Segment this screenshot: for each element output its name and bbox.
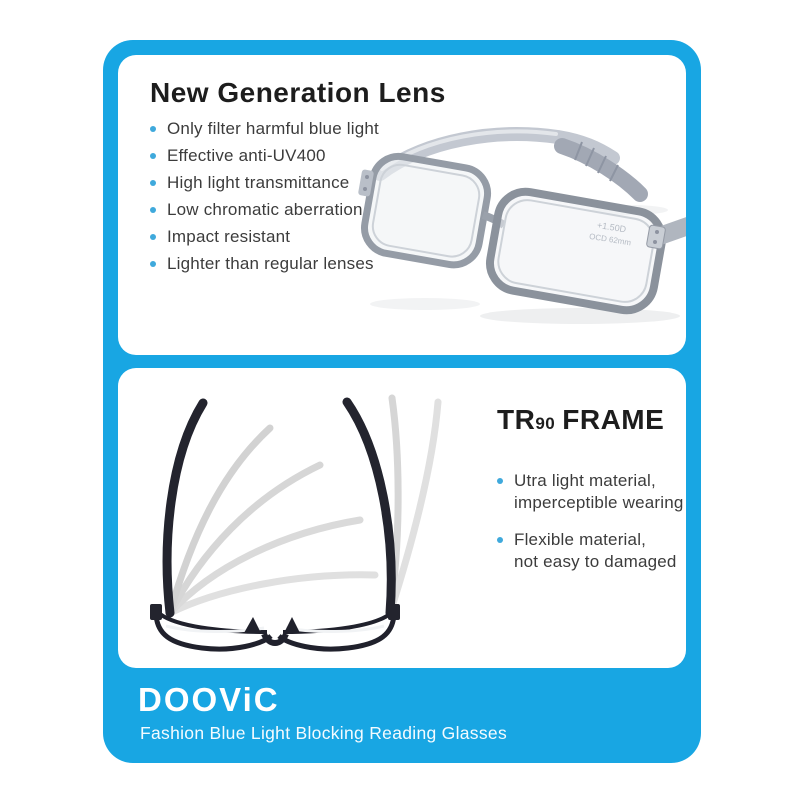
title-frame: FRAME [562, 404, 665, 435]
list-item [497, 470, 684, 514]
shadow [480, 308, 680, 324]
shadow [370, 298, 480, 310]
bullet-dot-icon [150, 180, 156, 186]
ghost-temples [170, 398, 438, 613]
feature-text: High light transmittance [167, 172, 350, 192]
feature-text: Flexible material, not easy to damaged [514, 530, 677, 571]
blue-frame [103, 40, 701, 763]
frame-feature-list [497, 470, 684, 588]
flexible-temples-illustration [136, 380, 468, 664]
bullet-dot-icon [150, 261, 156, 267]
bullet-dot-icon [150, 234, 156, 240]
svg-text:+1.50D: +1.50D [596, 219, 627, 235]
brand-footer [103, 668, 701, 763]
feature-text: Lighter than regular lenses [167, 253, 374, 273]
lens-section [118, 55, 686, 355]
feature-text: Utra light material, imperceptible wearing [514, 471, 684, 512]
bullet-dot-icon [497, 537, 503, 543]
feature-text: Impact resistant [167, 226, 291, 246]
near-temple-stub [646, 221, 686, 249]
bullet-dot-icon [150, 126, 156, 132]
title-90: 90 [535, 414, 556, 433]
list-item [497, 529, 684, 573]
feature-text: Effective anti-UV400 [167, 145, 326, 165]
brand-logo: DOOViC [138, 681, 280, 718]
reading-glasses-photo [330, 118, 686, 350]
lens-section-title: New Generation Lens [150, 77, 446, 108]
brand-tagline: Fashion Blue Light Blocking Reading Glasses [140, 723, 507, 743]
frame-front-top-view [150, 604, 400, 649]
feature-text: Only filter harmful blue light [167, 118, 379, 138]
frame-section [118, 368, 686, 668]
title-tr: TR [497, 404, 536, 435]
frame-section-title [497, 404, 664, 436]
far-lens [360, 152, 491, 269]
bullet-dot-icon [150, 153, 156, 159]
feature-text: Low chromatic aberration [167, 199, 363, 219]
bullet-dot-icon [150, 207, 156, 213]
bullet-dot-icon [497, 478, 503, 484]
svg-text:OCD 62mm: OCD 62mm [588, 231, 632, 248]
